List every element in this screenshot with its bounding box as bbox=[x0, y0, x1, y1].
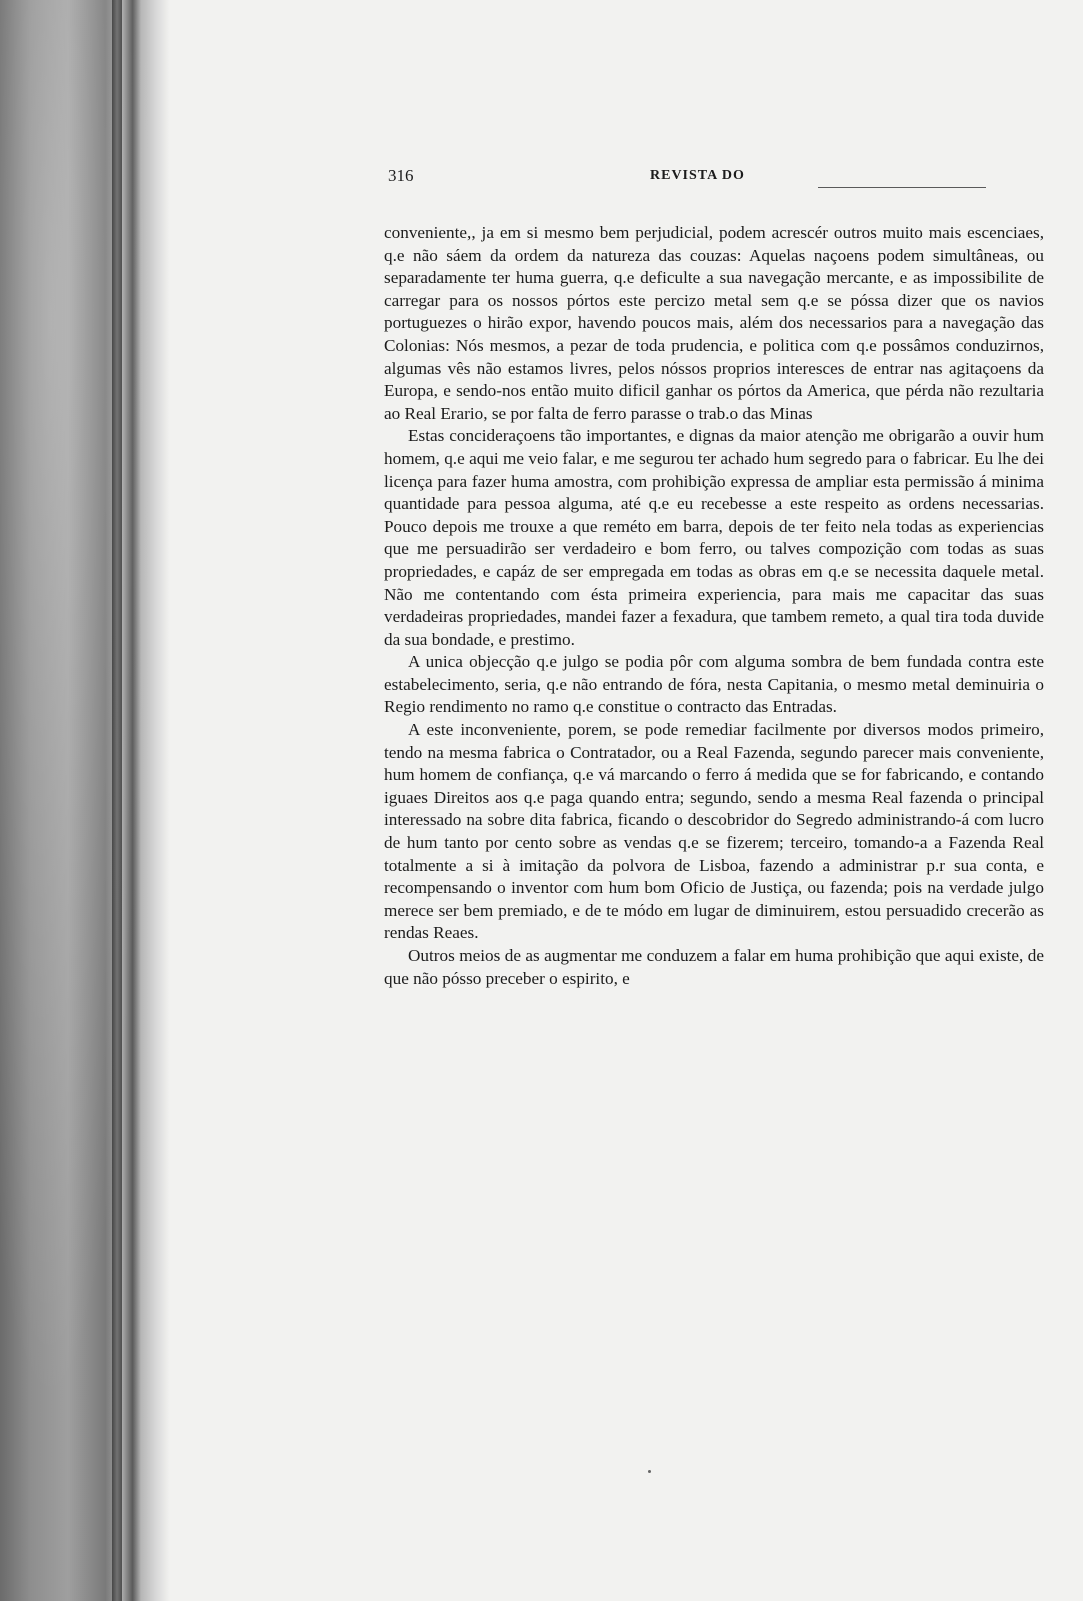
scan-speck bbox=[648, 1470, 651, 1473]
paragraph-1: conveniente,, ja em si mesmo bem perjudicial, podem acrescér outros muito mais escenciaes, q.e não sáem da ordem da natureza das couzas: Aquelas naçoens podem simultâneas, ou separadamente ter huma guerra, q.e deficulte a sua navegação mercante, e as impossibilite de carregar para os nossos pórtos este percizo metal sem q.e se póssa dizer que os navios portuguezes o hirão expor, havendo poucos mais, além dos necessarios para a navegação das Colonias: Nós mesmos, a pezar de toda prudencia, e politica com q.e possâmos conduzirnos, algumas vês não estamos livres, pelos nóssos proprios interesces de entrar nas agitaçoens da Europa, e sendo-nos então muito dificil ganhar os pórtos da America, que pérda não rezultaria ao Real Erario, se por falta de ferro parasse o trab.o das Minas bbox=[384, 223, 1044, 423]
page-gutter-edge bbox=[112, 0, 122, 1601]
paragraph-5: Outros meios de as augmentar me conduzem a falar em huma prohibição que aqui existe, de que não pósso preceber o espirito, e bbox=[384, 946, 1044, 988]
page-number: 316 bbox=[388, 166, 414, 185]
body-text bbox=[384, 222, 1044, 990]
paragraph-2: Estas concideraçoens tão importantes, e dignas da maior atenção me obrigarão a ouvir hum homem, q.e aqui me veio falar, e me segurou ter achado hum segredo para o fabricar. Eu lhe dei licença para fazer huma amostra, com prohibição expressa de ampliar esta permissão á minima quantidade para pessoa alguma, até q.e eu recebesse a este respeito as ordens necessarias. Pouco depois me trouxe a que reméto em barra, depois de ter feito nela todas as experiencias que me persuadirão ser verdadeiro e bom ferro, ou talves compozição com todas as suas propriedades, e capáz de ser empregada em todas as obras em q.e se necessita daquele metal. Não me contentando com ésta primeira experiencia, para mais me capacitar das suas verdadeiras propriedades, mandei fazer a fexadura, que tambem remeto, a qual tira toda duvide da sua bondade, e prestimo. bbox=[384, 426, 1044, 649]
header-rule bbox=[818, 187, 986, 188]
page-header bbox=[388, 164, 988, 194]
paragraph-4: A este inconveniente, porem, se pode remediar facilmente por diversos modos primeiro, tendo na mesma fabrica o Contratador, ou a Real Fazenda, segundo parecer mais conveniente, hum homem de confiança, q.e vá marcando o ferro á medida que se for fabricando, e contando iguaes Direitos aos q.e paga quando entra; segundo, sendo a mesma Real fazenda o principal interessado na sobre dita fabrica, ficando o descobridor do Segredo administrando-á com lucro de hum tanto por cento sobre as vendas q.e se fizerem; terceiro, tomando-a a Fazenda Real totalmente a si à imitação da polvora de Lisboa, fazendo a administrar p.r sua conta, e recompensando o inventor com hum bom Oficio de Justiça, ou fazenda; pois na verdade julgo merece ser bem premiado, e de te módo em lugar de diminuirem, estou persuadido crecerão as rendas Reaes. bbox=[384, 720, 1044, 943]
book-binding-shadow bbox=[0, 0, 170, 1601]
running-title: REVISTA DO bbox=[650, 168, 745, 183]
paragraph-3: A unica objecção q.e julgo se podia pôr com alguma sombra de bem fundada contra este estabelecimento, seria, q.e não entrando de fóra, nesta Capitania, o mesmo metal deminuiria o Regio rendimento no ramo q.e constitue o contracto das Entradas. bbox=[384, 652, 1044, 717]
